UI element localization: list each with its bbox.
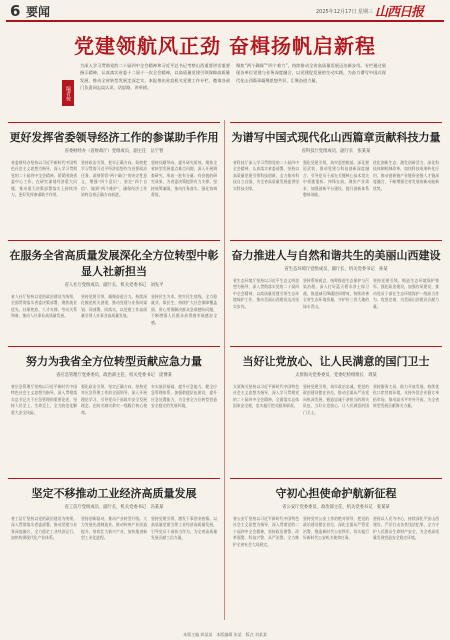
article-column: 省人社厅坚持以党的政治建设为统领，全面贯彻落实省委决策部署，聚焦就业优先、社保兜底、人才支撑、劳动关系和谐，推动人社事业高质量发展。 xyxy=(11,294,77,319)
article-7 xyxy=(8,478,220,629)
article-column: 坚持党对公安工作的绝对领导，把党的政治建设摆在首位，深化全面从严管党治警，锻造新时代公安铁军，切实履行好新时代公安机关使命任务。 xyxy=(303,516,369,541)
article-title: 更好发挥省委领导经济工作的参谋助手作用 xyxy=(9,131,219,144)
article-byline: 省科技厅党组成员、副厅长 张某某 xyxy=(301,149,371,154)
article-column: 夯实基层基础，提升应急能力。健全应急管理体系，加强救援队伍建设，提升应急处置能力，为全省全方位转型营造安全稳定的发展环境。 xyxy=(151,384,217,409)
article-column: 省生态环境厅坚持以习近平生态文明思想为指导，深入贯彻落实党的二十届四中全会精神，以高质量党建引领生态环境保护工作，推动美丽山西建设迈出坚实步伐。 xyxy=(233,278,299,309)
article-column: 省科技厅深入学习贯彻党的二十届四中全会精神，认真落实省委部署，坚持以高质量党建引领科技创新，全力推动科技自立自强，为全省高质量发展提供坚实科技支撑。 xyxy=(233,160,299,191)
article-column: 坚持党建引领，激发干事创业热情。以高质量党建引领工业经济高质量发展，引导党员干部担当作为，为全省高质量发展贡献工信力量。 xyxy=(151,516,217,541)
article-column: 坚持党建引领，凝聚奋进合力。持续深化模范机关创建，推动党建与业务同谋划、同部署、同落实，以党建工作高质量引领人社事业高质量发展。 xyxy=(81,294,147,319)
article-title: 在服务全省高质量发展深化全方位转型中彰显人社新担当 xyxy=(9,249,219,278)
page-number: 6 xyxy=(10,2,21,20)
article-3 xyxy=(8,240,220,341)
article-title: 为谱写中国式现代化山西篇章贡献科技力量 xyxy=(231,131,441,144)
column-divider xyxy=(224,120,225,620)
editor-note-col2: 聚焦“两个确保”“四个着力”，持续推动全省高质量发展迈出新步伐。专栏通过展现各单位党建与业务深度融合、以党建促发展的生动实践，为奋力谱写中国式现代化山西篇章凝聚思想共识、汇聚奋进力量。 xyxy=(236,63,386,83)
article-byline: 省委财经办（省财政厅）党组成员、副主任 岳宁智 xyxy=(64,149,164,154)
editor-note-col1: 为深入学习贯彻党的二十届四中全会精神和习近平总书记考察山西重要讲话重要指示精神，认真落实省委十二届十一次全会精神，以高质量党建引领保障高质量发展，推动全省转型发展走深走实，本报推出省直机关党建工作专栏，邀请各部门负责同志谈认识、话思路、讲举措。 xyxy=(80,63,230,91)
article-column: 坚持服务大局，助力开放发展。持续优化口岸营商环境，支持外贸企业稳订单拓市场，推动高水平对外开放，为全省转型发展贡献海关力量。 xyxy=(373,384,439,409)
article-column: 优化创新生态，激发创新活力。深化科技体制机制改革，加快科技成果转化应用，推动创新链产业链资金链人才链深度融合，不断增强全省发展的新动能新优势。 xyxy=(373,160,439,191)
article-column: 太原海关坚持以习近平新时代中国特色社会主义思想为指导，深入学习贯彻党的二十届四中全会精神，全面落实总体国家安全观，忠实履行把关服务职责。 xyxy=(233,384,299,409)
article-title: 奋力推进人与自然和谐共生的美丽山西建设 xyxy=(231,249,441,262)
article-8 xyxy=(230,478,442,629)
article-byline: 太原海关党委委员、党委纪检组组长 周某 xyxy=(295,373,377,378)
article-byline: 省应急管理厅党委委员、政治部主任，机关党委书记 庞博某 xyxy=(55,373,172,378)
article-column: 省应急管理厅坚持以习近平新时代中国特色社会主义思想为指导，深入贯彻落实总书记关于应急管理的重要论述，坚持人民至上、生命至上，全力防范化解重大安全风险。 xyxy=(11,384,77,415)
article-column: 坚持创新驱动，推动产业转型升级。大力发展先进制造业，推动传统产业改造提升，培育壮大新兴产业，加快推进新型工业化进程。 xyxy=(81,516,147,541)
editor-note-label: 编者按 xyxy=(62,80,74,106)
page-header xyxy=(0,0,450,20)
page-headline: 党建领航风正劲 奋楫扬帆启新程 xyxy=(74,34,376,58)
article-column: 省公安厅坚持以习近平新时代中国特色社会主义思想为指导，深入贯彻党的二十届四中全会精神，坚持政治建警、改革强警、科技兴警、从严治警，全力维护全省社会大局稳定。 xyxy=(233,516,299,547)
header-rule xyxy=(6,20,444,22)
section-name: 要闻 xyxy=(26,5,51,19)
article-title: 守初心担使命护航新征程 xyxy=(275,487,397,500)
article-column: 坚持政治引领，把牢正确方向。始终把学习贯彻习近平经济思想作为首要政治任务，深刻领悟“两个确立”的决定性意义，增强“四个意识”、坚定“四个自信”、做到“两个维护”，确保经济工作始终沿着正确方向前进。 xyxy=(81,160,147,198)
article-2 xyxy=(230,122,442,235)
article-column: 省工信厅坚持以党的政治建设为统领，深入贯彻落实省委部署，推动党建与业务深度融合，全力稳定工业经济运行，加快构建现代化产业体系。 xyxy=(11,516,77,541)
newspaper-logo: 山西日报 xyxy=(375,5,424,20)
article-column: 强化党建引领，筑牢思想根基。深化理论武装，推动党建与科技创新深度融合，引导党员干部在关键核心技术攻关中勇挑重担、冲锋在前。聚焦产业需求，加强创新平台建设，提升创新体系整体效能。 xyxy=(303,160,369,198)
issue-date: 2025年12月17日 星期三 xyxy=(316,9,374,15)
article-byline: 省生态环境厅党组成员、副厅长，机关党委书记 孙某 xyxy=(284,267,388,272)
article-title: 当好让党放心、让人民满意的国门卫士 xyxy=(242,355,430,368)
article-column: 坚持民生为本，兜牢民生底线。全力稳就业、保民生，持续扩大社会保障覆盖面，用心用情解决群众急难愁盼问题，不断增强人民群众获得感幸福感安全感。 xyxy=(151,294,217,325)
article-title: 坚定不移推动工业经济高质量发展 xyxy=(31,487,197,500)
article-column: 坚持以人民为中心，持续深化平安山西建设，严厉打击各类违法犯罪，全力守护人民群众生命财产安全，为全省高质量发展营造安全稳定环境。 xyxy=(373,516,439,541)
article-title: 努力为我省全方位转型贡献应急力量 xyxy=(26,355,202,368)
article-1 xyxy=(8,122,220,235)
article-column: 省委财经办坚持以习近平新时代中国特色社会主义思想为指导，深入学习贯彻党的二十届四中全会精神，紧紧围绕省委中心工作，在研究谋划经济重大问题、推动重大决策部署落实上持续用力，更好发挥参谋助手作用。 xyxy=(11,160,77,198)
article-5 xyxy=(8,346,220,473)
article-column: 坚持党建引领，锻造生态环境保护铁军。强化政治建设，加强作风建设，推动党员干部在生态环境保护一线担当作为、攻坚克难，为美丽山西建设贡献力量。 xyxy=(373,278,439,309)
article-column: 坚持问题导向，提升研究质效。聚焦全省转型发展重点难点问题，深入开展调查研究，形成一批有分量、有价值的研究成果，为省委决策提供有力支撑。坚持统筹兼顾，推动任务落实，强化协调督促。 xyxy=(151,160,217,198)
article-6 xyxy=(230,346,442,473)
article-4 xyxy=(230,240,442,341)
article-column: 坚持党建引领，筑牢政治忠诚。把党的政治建设摆在首位，推动全面从严治党向纵深发展，锻造忠诚干净担当的海关队伍，当好让党放心、让人民满意的国门卫士。 xyxy=(303,384,369,415)
article-byline: 省公安厅党委委员、政治部主任，机关党委书记 张某某 xyxy=(282,505,390,510)
article-column: 强化政治引领，坚定正确方向。坚持党对应急管理工作的全面领导，深入开展理论学习，引导党员干部筑牢安全发展理念，在防灾减灾救灾一线践行初心使命。 xyxy=(81,384,147,415)
article-byline: 省人社厅党组成员、副厅长，机关党委书记 刘先平 xyxy=(64,283,164,288)
article-byline: 省工信厅党组成员、副厅长，机关党委书记 冯某某 xyxy=(64,505,164,510)
page-footer: 本版主编 郭某某 本版编辑 张某 版式 刘某某 xyxy=(183,632,267,637)
article-column: 坚持系统观念，统筹推进生态保护与污染治理。深入打好蓝天碧水净土保卫战，推进减污降碳协同增效，持续改善全省生态环境质量，守护好三晋大地的绿水青山。 xyxy=(303,278,369,309)
